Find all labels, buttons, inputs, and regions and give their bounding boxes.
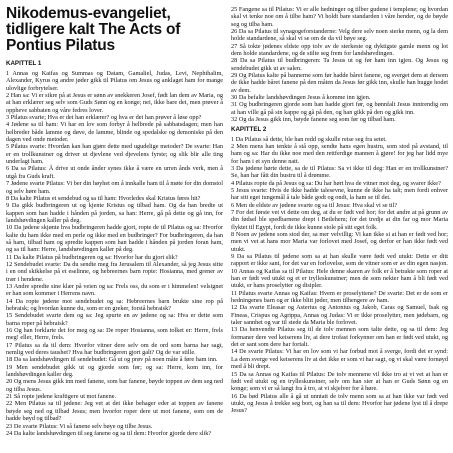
chapter-heading: KAPITTEL 1 xyxy=(6,60,42,67)
verse-paragraph: 2 Han sa: Vi er sikre på at Jesus er sønn av snekkeren Josef, født lan dem av Maria, og at han erklærer seg selv som Guds Sønn og en konge; nei, ikke bare det, men prøver å oppheve sabbaten og våre fedres lover. xyxy=(6,92,223,114)
chapter-heading: KAPITTEL 2 xyxy=(231,125,267,133)
verse-paragraph: 14 De svarte Pilatus: Vi har en lov som vi har forbud mot å sverge, fordi det er synd: La dem sverge ved keiserens liv at det ikke er som vi har sagt, og vi skal være fornøyd med å bli drept. xyxy=(231,348,448,371)
verse-paragraph: 9 Da gikk budbringeren ut og kjente Kristus og tilbad ham. Og da han bredte ut kappen som han hadde i hånden på jorden, sa han: Herre, gå på dette og gå inn, for landshøvdingen kaller på deg. xyxy=(6,202,223,224)
verse-paragraph: 12 Sendebudet svarte: Da du sendte meg fra Jerusalem til Alexander, så jeg Jesus sitte i en ond skikkelse på et eselinne, og hebreernes barn ropte: Hosianna, med grener av trær i hendene. xyxy=(6,260,223,283)
verse-paragraph: 13 Da henvendte Pilatus seg til de tolv mennen som talte dette, og sa til dem: Jeg formaner dere ved keiserens liv, at dere trofast forkynner om han er født ved utukt, og det er sant som dere har fortalt. xyxy=(231,326,448,349)
verse-paragraph: 31 Og budbringeren gjorde som han hadde gjort før, og bønnfalt Jesus inntrendig om at han ville gå på sin kappe og gå på den, og han gikk på den og gikk inn. xyxy=(231,101,448,116)
verse-paragraph: 1 Annas og Kaifas og Summas og Datam, Gamaliel, Judas, Levi, Nephthalim, Alexander, Kyrus og andre jøder gikk til Pilatus om Jesus og anklaget ham for mange ulovlige forbrytelser. xyxy=(6,70,223,92)
verse-paragraph: 3 Pilatus svarte; Hva er det han erklærer? og hva er det han prøver å løse opp? xyxy=(6,114,202,122)
verse-paragraph: 16 Og han forklarte det for meg og sa: De roper Hosianna, som tolket er: Herre, frels meg! eller, Herre, frels. xyxy=(6,327,223,342)
document-title: Nikodemus-evangeliet, tidligere kalt The Acts of Pontius Pilatus xyxy=(6,6,181,54)
verse-paragraph: 11 Da kalte Pilatus på budbringeren og sa: Hvorfor har du gjort slik? xyxy=(6,253,178,261)
verse-paragraph: 7 Jødene svarte Pilatus: Vi ber din høyhet om å innkalle ham til å møte for din domstol og selv høre ham. xyxy=(6,180,223,195)
verse-paragraph: 23 De svarte Pilatus: Vi så fanene selv bøye og tilbe Jesus. xyxy=(6,422,153,430)
verse-paragraph: 6 Da sa Pilatus: Å drive ut onde ånder synes ikke å være en urren ånds verk, men å utgå fra Guds kraft. xyxy=(6,165,223,180)
verse-paragraph: 8 Noen av jødene som stod der, sa mer velvillig: Vi kan ikke si at han er født ved hor; men vi vet at hans mor Maria var forlovet med Josef, og derfor er han ikke født ved utukt. xyxy=(231,230,448,253)
verse-paragraph: 27 Så tokte jødenes eldste opp tolv av de sterkeste og dyktigste gamle menn og lot dem holde standardene, og de stilte seg frem for landshøvdingen. xyxy=(231,42,448,58)
verse-paragraph: 22 Men Pilatus sa til jødene: Jeg vet at det ikke behager eder at toppen av fanene bøyde seg ned og tilbad Jesus; men hvorfor roper dere ut mot fanene, som om de hadde bøyd og tilbad? xyxy=(6,400,223,423)
verse-paragraph: 24 Da kalte landshøvdingen til seg fanene og sa til dem: Hvorfor gjorde dere slik? xyxy=(6,429,212,437)
right-paragraphs-2 xyxy=(231,136,448,415)
verse-paragraph: 13 Andre spredte sine klær på veien og sa: Frels oss, du som er i himmelen! velsignet er han som kommer i Herrens navn. xyxy=(6,282,223,298)
verse-paragraph: 11 Pilatus svarte Annas og Kaifas: Hvem er proselyttene? De svarte: Det er de som er hedningenes barn og er ikke blitt jøder, men tilhengere av ham. xyxy=(231,289,448,305)
verse-paragraph: 4 Jødene sa til ham: Vi har en lov som forbyr å helbrede på sabbatsdagen; men han helbreder både lamme og døve, de lamme, blinde og spedalske og demoniske på den dagen ved onde metoder. xyxy=(6,121,223,144)
verse-paragraph: 15 Sendebudet svarte dem og sa: Jeg spurte en av jødene og sa: Hva er dette som barna roper på hebraisk? xyxy=(6,312,223,327)
left-column xyxy=(6,6,223,453)
verse-paragraph: 28 Da sa Pilatus til budbringeren: Ta Jesus ut og før ham inn igjen. Og Jesus og sendebudet gikk ut av salen. xyxy=(231,57,448,72)
verse-paragraph: 17 Pilatus sa da til dem: Hvorfor vitner dere selv om de ord som barna har sagt, nemlig ved deres taushet? Hva har budbringeren gjort galt? Og de var stille. xyxy=(6,341,223,357)
verse-paragraph: 9 Da sa Pilatus til jødene som sa at han skulle være født ved utukt: Dette er ditt rapport er ikke sant, for det var en forlovelse, som de vitner som er av din egen nasjon. xyxy=(231,253,448,268)
verse-paragraph: 3 Da jødene hørte dette, sa de til Pilatus: Sa vi ikke til deg: Han er en trollkunstner? Se, han har fått din hustru til å drømme. xyxy=(231,164,448,180)
verse-paragraph: 8 Da kalte Pilatus et sendebud og sa til ham: Hvorledes skal Kristus føres hit? xyxy=(6,194,201,202)
verse-paragraph: 14 Da ropte jødene mot sendebudet og sa: Hebreernes barn brukte sine rop på hebraisk; og hvordan kunne du, som er en greker, forstå hebraisk? xyxy=(6,297,223,312)
verse-paragraph: 16 Da bød Pilatus alle å gå ut unntatt de tolv menn som sa at han ikke var født ved utukt, og Jesus å trekke seg bort, og han sa til dem: Hvorfor har jødene lyst til å drepe Jesus? xyxy=(231,392,448,415)
verse-paragraph: 5 Pilatus svarte: Hvordan kan han gjøre dette med ugudelige metoder? De svarte: Han er en trollkunstner og driver ut djevlene ved djevelens fyrste; og slik blir alle ting underlagt ham. xyxy=(6,143,223,166)
left-paragraphs xyxy=(6,70,223,437)
verse-paragraph: 1 Da Pilatus så dette, ble han redd og skulle reise seg fra setet. xyxy=(231,135,387,143)
right-column xyxy=(231,6,448,453)
verse-paragraph: 5 Jesus svarte: Hvis de ikke hadde talesevne, kunne de ikke ha talt; men fordi enhver har sitt eget tungemål å tale både godt og ondt, la ham se til det. xyxy=(231,186,448,202)
verse-paragraph: 25 Fangene sa til Pilatus: Vi er alle hedninger og tilber gudene i templene; og hvordan skal vi tenke noe om å tilbe ham? Vi holdt bare standarden i våre hender, og de bøyde seg og tilba ham. xyxy=(231,6,448,28)
verse-paragraph: 4 Pilatus ropte da på Jesus og sa: Du har hørt hva de vitner mot deg, og svarer ikke? xyxy=(231,179,441,187)
verse-paragraph: 29 Og Pilatus kalte på bannerne som før hadde båret fanene, og sverget dem at dersom de ikke hadde båret fanene på den måten da Jesus før gikk inn, skulle han hugge hodet av dem. xyxy=(231,72,448,94)
right-paragraphs xyxy=(231,6,448,124)
verse-paragraph: 19 Men sendebudet gikk ut og gjorde som før; og sa: Herre, kom inn, for landshøvdingen kaller deg. xyxy=(6,363,223,379)
verse-paragraph: 18 Da sa landshøvdingen til sendebudet: Gå ut og prøv på noen måte å føre ham inn. xyxy=(6,356,218,364)
verse-paragraph: 15 Da sa Annas og Kaifas til Pilatus: De tolv mennene vil ikke tro at vi vet at han er født ved utukt og en trylleskunstner, selv om han sier at han er Guds Sønn og en konge; som vi er så langt fra å tro, at vi skjelver for å høre. xyxy=(231,370,448,393)
verse-paragraph: 20 Og mens Jesus gikk inn med fanene, som bar fanene, bøyde toppen av dem seg ned og tilba Jesus. xyxy=(6,378,223,393)
verse-paragraph: 21 Så ropte jødene kraftigere ut mot fanene. xyxy=(6,393,117,401)
verse-paragraph: 12 Da svarte Eleasar og Asterius og Antonius og Jakob, Caras og Samuel, Isak og Fineas, Crispus og Agrippa, Annas og Judas: Vi er ikke proselytter, men jødebarn, og taler sannhet og var til stede da Maria ble forlovet. xyxy=(231,304,448,327)
verse-paragraph: 6 Men de eldste av jødene svarte og sa til Jesus: Hva skal vi se til? xyxy=(231,201,398,209)
verse-paragraph: 32 Og da Jesus gikk inn, bøyde fanene seg som før og tilbad ham. xyxy=(231,116,396,124)
verse-paragraph: 10 Annas og Kaifas sa til Pilatus: Hele denne skaren av folk er å betrakte som roper at han er født ved utukt og et er trylleskunstner; men de som nekter ham å bli født ved utukt, er hans proselytter og disipler. xyxy=(231,267,448,290)
verse-paragraph: 10 Da jødene skjønte hva budbringeren hadde gjort, ropte de til Pilatus og sa: Hvorfor kalte du ham ikke med en perle og ikke med en budbringer? For budbringeren, da han så ham, tilbad ham og spredte kappen som han hadde i hånden på jorden foran ham, og sa til ham: Herre, landshøvdingen kaller på deg. xyxy=(6,224,223,254)
verse-paragraph: 30 Da befalte landshøvdingen Jesus å komme inn igjen. xyxy=(231,94,371,102)
verse-paragraph: 2 Men mens han tenkte å stå opp, sendte hans egen hustru, som stod på avstand, til ham og sa: Har du ikke noe med den rettferdige mannen å gjøre! for jeg har lidd mye for ham i et syn denne natt. xyxy=(231,142,448,165)
verse-paragraph: 26 Da sa Pilatus til synagogeforstanderne: Velg dere selv noen sterke menn, og la dem holde standardene, så skal vi se om de da vil bøye seg. xyxy=(231,28,448,43)
verse-paragraph: 7 For det første vet vi dette om deg, at du er født ved hor; for det andre at på grunn av din fødsel ble spedbarnene drept i Betlehem; for det tredje at din far og mor Maria flyktet til Egypt, fordi de ikke kunne stole på sitt eget folk. xyxy=(231,208,448,231)
